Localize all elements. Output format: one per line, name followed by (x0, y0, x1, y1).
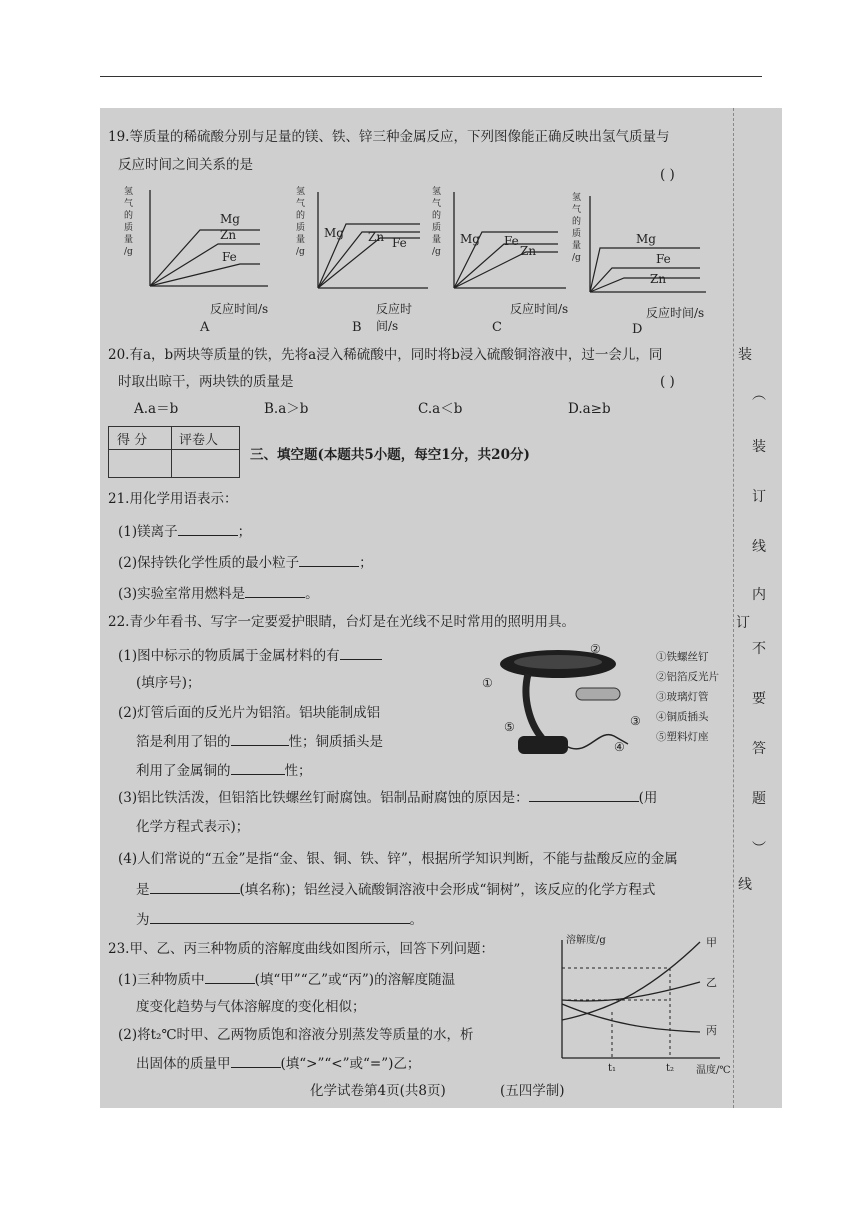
tick-t1: t₁ (608, 1063, 617, 1074)
q20-text-line1: 20.有a，b两块等质量的铁，先将a浸入稀硫酸中，同时将b浸入硫酸铜溶液中，过一会儿，同 (108, 347, 663, 363)
chart-c-ylabel: 氢 气 的 质 量 /g (432, 187, 442, 257)
q21-title: 21.用化学用语表示： (108, 491, 238, 507)
q23-title: 23.甲、乙、丙三种物质的溶解度曲线如图所示，回答下列问题： (108, 941, 494, 957)
chart-c-line-fe (454, 244, 558, 288)
q21-blank-2[interactable] (299, 553, 359, 567)
chart-a-xlabel: 反应时间/s (210, 302, 269, 316)
legend-item-4: ④铜质插头 (656, 711, 709, 723)
chart-b-label-zn: Zn (368, 230, 385, 244)
q22-blank-5[interactable] (150, 880, 240, 894)
q23-item-2a: (2)将t₂℃时甲、乙两物质饱和溶液分别蒸发等质量的水，析 (118, 1027, 474, 1043)
lamp-marker-3: ③ (630, 714, 641, 728)
q22-item-2b: 箔是利用了铝的 性；铜质插头是 (136, 734, 383, 750)
lamp-marker-4: ④ (614, 740, 625, 754)
q23-item-1a: (1)三种物质中 (填“甲”“乙”或“丙”)的溶解度随温 (118, 972, 456, 988)
binding-char-4: 订 (752, 489, 766, 505)
q22-blank-6[interactable] (150, 910, 410, 924)
binding-char-2: ︵ (752, 387, 766, 403)
q22-item-1b: (填序号)； (136, 675, 201, 691)
binding-margin (733, 108, 782, 1108)
chart-b-xlabel: 反应时间/s (376, 302, 413, 333)
option-a-label: A (200, 320, 210, 335)
chart-d-plot (560, 186, 710, 296)
q20-choice-c: C.a＜b (418, 401, 463, 417)
lamp-marker-5: ⑤ (504, 720, 515, 734)
option-c-label: C (492, 320, 502, 335)
curve-bing (562, 1004, 700, 1032)
lamp-base (518, 736, 568, 754)
q20-choice-a: A.a＝b (134, 401, 179, 417)
score-label: 得 分 (117, 433, 148, 448)
glass-tube-inset (576, 688, 620, 700)
q23-item-2b: 出固体的质量甲 (填“>”“<”或“=”)乙； (136, 1056, 421, 1072)
q19-text-line1: 19.等质量的稀硫酸分别与足量的镁、铁、锌三种金属反应，下列图像能正确反映出氢气质量与 (108, 129, 670, 145)
q23-blank-1[interactable] (205, 970, 255, 984)
binding-char-7: 订 (736, 615, 750, 631)
chart-a-ylabel: 氢 气 的 质 量 /g (124, 187, 134, 257)
q22-item-3a: (3)铝比铁活泼，但铝箔比铁螺丝钉耐腐蚀。铝制品耐腐蚀的原因是： (用 (118, 790, 658, 806)
q19-chart-d (560, 186, 710, 346)
q22-blank-1[interactable] (340, 646, 382, 660)
q22-item-1a: (1)图中标示的物质属于金属材料的有 (118, 646, 382, 665)
lamp-neck (526, 674, 542, 738)
q22-item-2a: (2)灯管后面的反光片为铝箔。铝块能制成铝 (118, 705, 381, 721)
chart-d-ylabel: 氢 气 的 质 量 /g (572, 193, 582, 263)
chart-b-label-mg: Mg (324, 226, 344, 240)
series-label-yi: 乙 (706, 976, 717, 989)
series-label-bing: 丙 (706, 1024, 717, 1037)
section-three-heading: 三、填空题(本题共5小题，每空1分，共20分) (250, 447, 530, 463)
q21-item-2: (2)保持铁化学性质的最小粒子 ； (118, 555, 373, 571)
chart-b-label-fe: Fe (392, 236, 407, 250)
q20-choice-b: B.a＞b (264, 401, 309, 417)
score-input-cell[interactable] (111, 452, 169, 474)
binding-char-10: 答 (752, 741, 766, 757)
chart-c-plot (420, 186, 570, 296)
q22-blank-3[interactable] (231, 761, 285, 775)
q21-item-1: (1)镁离子 ； (118, 524, 252, 540)
q22-item-4a: (4)人们常说的“五金”是指“金、银、铜、铁、锌”，根据所学知识判断，不能与盐酸反应的金属 (118, 851, 678, 867)
curve-yi (562, 982, 700, 1001)
q23-blank-2[interactable] (231, 1054, 281, 1068)
q20-choice-d: D.a≥b (568, 401, 611, 417)
chart-b-plot (280, 186, 430, 296)
q22-item-3b: 化学方程式表示)； (136, 819, 250, 835)
header-rule (100, 76, 762, 77)
q19-chart-b (280, 186, 430, 346)
tick-t2: t₂ (666, 1063, 675, 1074)
q22-item-4c: 为 。 (136, 912, 423, 928)
series-label-jia: 甲 (706, 936, 717, 949)
binding-char-1: 装 (738, 347, 752, 363)
chart-a-label-zn: Zn (220, 228, 237, 242)
footer-page: 化学试卷第4页(共8页) (310, 1083, 446, 1099)
chart-c-label-zn: Zn (520, 244, 537, 258)
binding-char-6: 内 (752, 587, 766, 603)
chart-a-plot (120, 186, 270, 296)
solubility-xlabel: 温度/℃ (696, 1065, 731, 1076)
binding-char-8: 不 (752, 641, 766, 657)
exam-page (100, 108, 782, 1108)
legend-item-5: ⑤塑料灯座 (656, 731, 709, 743)
solubility-chart (550, 934, 730, 1074)
binding-char-5: 线 (752, 539, 766, 555)
q22-item-4b: 是 (填名称)；铝丝浸入硫酸铜溶液中会形成“铜树”，该反应的化学方程式 (136, 882, 656, 898)
chart-d-label-mg: Mg (636, 232, 656, 246)
chart-a-line-zn (150, 244, 260, 286)
q22-blank-4[interactable] (529, 788, 639, 802)
legend-item-1: ①铁螺丝钉 (656, 651, 709, 663)
lamp-marker-1: ① (482, 676, 493, 690)
grader-input-cell[interactable] (174, 452, 236, 474)
chart-d-line-fe (590, 268, 700, 292)
option-b-label: B (352, 320, 362, 335)
chart-d-label-zn: Zn (650, 272, 667, 286)
q19-answer-paren: ( ) (660, 167, 675, 183)
binding-char-3: 装 (752, 439, 766, 455)
chart-d-xlabel: 反应时间/s (646, 306, 705, 320)
lamp-marker-2: ② (590, 642, 601, 656)
q22-item-2c: 利用了金属铜的 性； (136, 763, 312, 779)
binding-char-12: ︶ (752, 841, 766, 857)
chart-c-label-mg: Mg (460, 232, 480, 246)
chart-a-label-mg: Mg (220, 212, 240, 226)
chart-c-xlabel: 反应时间/s (510, 302, 569, 316)
q19-text-line2: 反应时间之间关系的是 (118, 157, 253, 173)
legend-item-2: ②铝箔反光片 (656, 671, 719, 683)
chart-a-line-mg (150, 230, 260, 286)
q21-item-3: (3)实验室常用燃料是 。 (118, 586, 319, 602)
grader-label: 评卷人 (179, 433, 219, 448)
q21-blank-1[interactable] (178, 522, 238, 536)
q20-answer-paren: ( ) (660, 374, 675, 390)
chart-d-label-fe: Fe (656, 252, 671, 266)
chart-d-line-zn (590, 278, 700, 292)
solubility-ylabel: 溶解度/g (566, 935, 606, 946)
curve-jia (562, 942, 700, 1020)
chart-c-label-fe: Fe (504, 234, 519, 248)
q20-text-line2: 时取出晾干，两块铁的质量是 (118, 374, 294, 390)
q22-title: 22.青少年看书、写字一定要爱护眼睛，台灯是在光线不足时常用的照明用具。 (108, 614, 575, 630)
binding-char-11: 题 (752, 791, 766, 807)
legend-item-3: ③玻璃灯管 (656, 691, 709, 703)
q22-blank-2[interactable] (231, 732, 289, 746)
chart-a-label-fe: Fe (222, 250, 237, 264)
q19-chart-a (120, 186, 270, 346)
binding-char-13: 线 (738, 877, 752, 893)
q19-chart-c (420, 186, 570, 346)
chart-b-ylabel: 氢 气 的 质 量 /g (296, 187, 306, 257)
option-d-label: D (632, 322, 643, 337)
footer-system: (五四学制) (500, 1083, 565, 1099)
q21-blank-3[interactable] (245, 584, 305, 598)
binding-char-9: 要 (752, 691, 766, 707)
q23-item-1b: 度变化趋势与气体溶解度的变化相似； (136, 999, 366, 1015)
score-box (108, 426, 240, 478)
